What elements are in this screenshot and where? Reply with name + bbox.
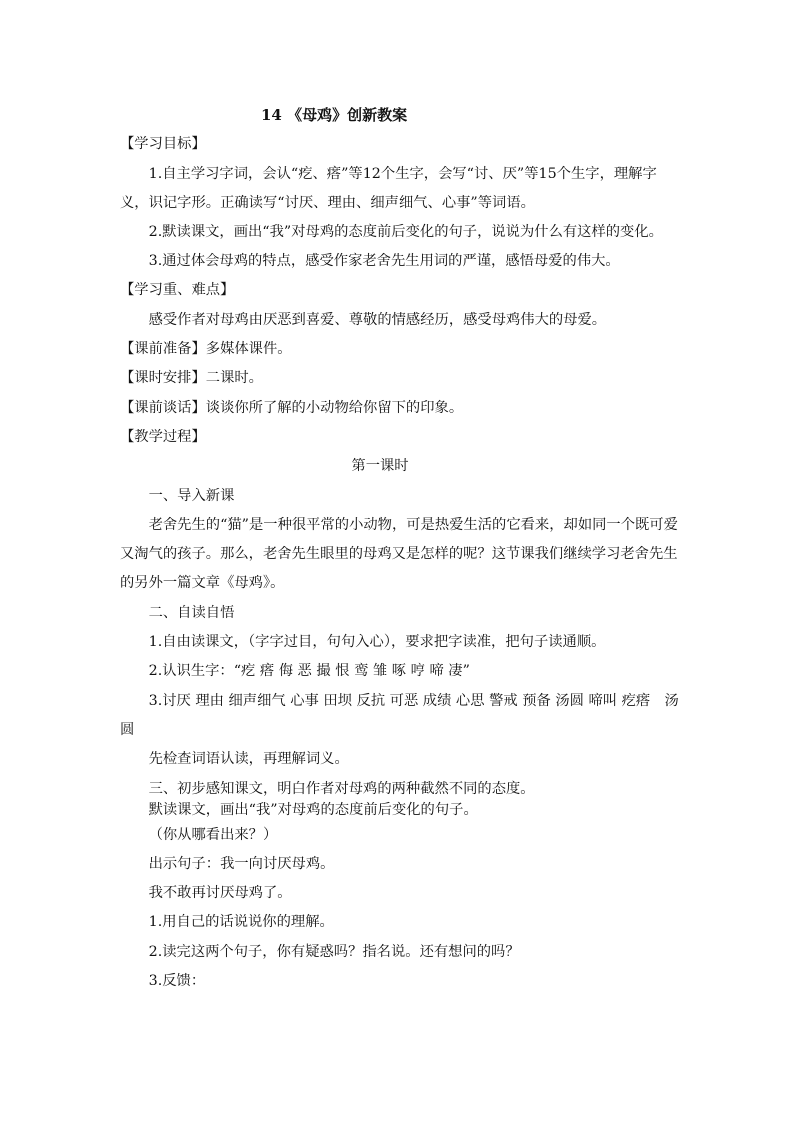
step-2-item-1: 1.自由读课文，（字字过目，句句入心），要求把字读准，把句子读通顺。 — [148, 634, 606, 651]
section-heading-key-points: 【学习重、难点】 — [120, 282, 235, 299]
lesson-one-heading: 第一课时 — [351, 458, 409, 475]
step-2-item-3: 3.讨厌 理由 细声细气 心事 田坝 反抗 可恶 成绩 心思 警戒 预备 汤圆 啼叫 疙瘩 汤圆 — [120, 692, 679, 738]
goal-item-2: 2.默读课文，画出“我”对母鸡的态度前后变化的句子，说说为什么有这样的变化。 — [148, 224, 663, 241]
step-3-sentence-2: 我不敢再讨厌母鸡了。 — [148, 885, 292, 902]
step-2-item-2: 2.认识生字：“疙 瘩 侮 恶 撮 恨 鸾 雏 啄 哼 啼 凄” — [148, 663, 470, 680]
preparation-text: 【课前准备】多媒体课件。 — [120, 341, 292, 358]
step-3-heading: 三、初步感知课文，明白作者对母鸡的两种截然不同的态度。 — [148, 780, 535, 797]
step-3-sentence-1: 出示句子：我一向讨厌母鸡。 — [148, 855, 335, 872]
document-body — [120, 101, 680, 996]
step-3-item-1: 1.用自己的话说说你的理解。 — [148, 914, 334, 931]
step-3-item-3: 3.反馈： — [148, 973, 206, 990]
section-heading-process: 【教学过程】 — [120, 428, 206, 445]
pre-class-talk-text: 【课前谈话】谈谈你所了解的小动物给你留下的印象。 — [120, 399, 464, 416]
step-3-item-2: 2.读完这两个句子，你有疑惑吗？指名说。还有想问的吗？ — [148, 943, 520, 960]
page-title: 14 《母鸡》创新教案 — [261, 106, 408, 124]
step-2-note: 先检查词语认读，再理解词义。 — [148, 751, 349, 768]
step-3-question: （你从哪看出来？） — [148, 826, 278, 843]
goal-item-3: 3.通过体会母鸡的特点，感受作家老舍先生用词的严谨，感悟母爱的伟大。 — [148, 253, 620, 270]
key-points-text: 感受作者对母鸡由厌恶到喜爱、尊敬的情感经历，感受母鸡伟大的母爱。 — [148, 311, 607, 328]
step-1-text: 老舍先生的“猫”是一种很平常的小动物，可是热爱生活的它看来，却如同一个既可爱又淘气的孩子。那么，老舍先生眼里的母鸡又是怎样的呢？这节课我们继续学习老舍先生的另外一篇文章《母鸡》。 — [120, 516, 678, 592]
step-2-heading: 二、自读自悟 — [148, 604, 235, 621]
schedule-text: 【课时安排】二课时。 — [120, 370, 263, 387]
step-3-instruction: 默读课文，画出“我”对母鸡的态度前后变化的句子。 — [148, 801, 478, 818]
section-heading-goals: 【学习目标】 — [120, 136, 206, 153]
step-1-heading: 一、导入新课 — [148, 487, 235, 504]
goal-item-1: 1.自主学习字词，会认“疙、瘩”等12个生字，会写“讨、厌”等15个生字，理解字义，识记字形。正确读写“讨厌、理由、细声细气、心事”等词语。 — [120, 165, 657, 211]
